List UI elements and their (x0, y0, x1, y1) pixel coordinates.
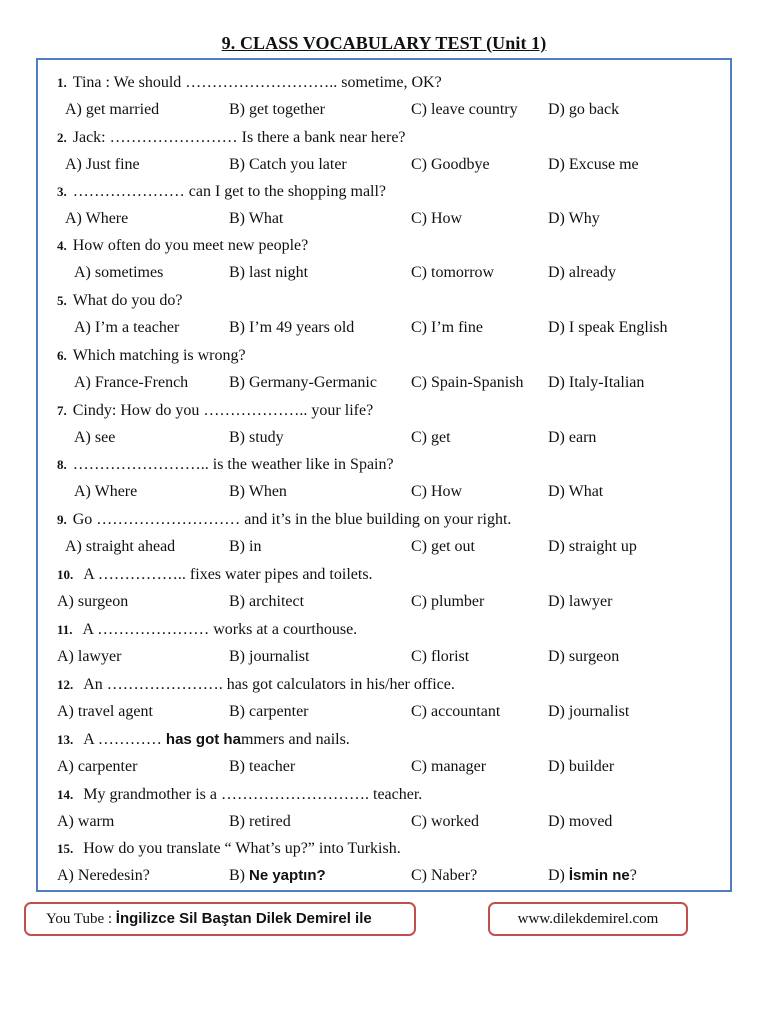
option-a (57, 865, 150, 887)
option-d (548, 756, 614, 778)
option-text: B) When (229, 483, 287, 500)
option-d (548, 154, 639, 176)
question-text: ………………… can I get to the shopping mall? (72, 183, 387, 200)
option-text: C) manager (411, 758, 487, 775)
question-text-tail: mmers and nails. (240, 731, 350, 748)
option-c (411, 756, 486, 778)
option-a (57, 646, 121, 668)
question-text: …………………….. is the weather like in Spain? (72, 456, 394, 473)
option-text: C) get (411, 429, 451, 446)
option-a (57, 811, 114, 833)
question-text: Tina : We should ……………………….. sometime, OK? (72, 74, 442, 91)
option-text-bold: Ne yaptın? (249, 867, 326, 884)
option-text: D) straight up (548, 538, 637, 555)
question-number: 10. (57, 567, 74, 582)
option-text: A) carpenter (57, 758, 138, 775)
option-text: C) get out (411, 538, 475, 555)
option-text: B) teacher (229, 758, 296, 775)
option-b (229, 481, 287, 503)
question-11 (57, 619, 357, 641)
option-text: B) get together (229, 101, 325, 118)
question-text: Cindy: How do you ……………….. your life? (72, 402, 374, 419)
option-b (229, 427, 284, 449)
question-number: 14. (57, 787, 74, 802)
option-text: B) Germany-Germanic (229, 374, 377, 391)
option-b (229, 756, 295, 778)
option-c (411, 262, 494, 284)
option-text: C) I’m fine (411, 319, 483, 336)
option-text: C) tomorrow (411, 264, 495, 281)
option-c (411, 372, 523, 394)
option-d (548, 811, 612, 833)
question-text: An …………………. has got calculators in his/her office. (83, 676, 455, 693)
question-text: A ………… (83, 731, 166, 748)
option-a (57, 591, 128, 613)
option-text: D) lawyer (548, 593, 613, 610)
question-number: 1. (57, 75, 67, 90)
question-text-bold: has got ha (165, 731, 241, 748)
option-text: C) How (411, 483, 463, 500)
option-b (229, 865, 326, 887)
question-14 (57, 784, 422, 806)
option-a (65, 99, 159, 121)
question-number: 3. (57, 184, 67, 199)
option-text: A) warm (57, 813, 115, 830)
option-d (548, 646, 619, 668)
option-text-bold: İsmin ne (568, 867, 630, 884)
question-7 (57, 400, 373, 422)
question-text: Go ……………………… and it’s in the blue building on your right. (72, 511, 512, 528)
option-text: A) Where (65, 210, 129, 227)
option-text: A) France-French (74, 374, 189, 391)
option-text: B) retired (229, 813, 291, 830)
option-text-tail: ? (629, 867, 637, 884)
option-text: C) plumber (411, 593, 485, 610)
option-c (411, 317, 483, 339)
question-6 (57, 345, 246, 367)
website-box (488, 902, 688, 936)
option-text: B) carpenter (229, 703, 309, 720)
question-text: Jack: …………………… Is there a bank near here? (72, 129, 406, 146)
option-c (411, 701, 500, 723)
website-url: www.dilekdemirel.com (517, 911, 659, 927)
option-text: B) I’m 49 years old (229, 319, 355, 336)
question-text: Which matching is wrong? (72, 347, 246, 364)
option-c (411, 481, 462, 503)
option-text: D) (548, 867, 569, 884)
option-text: D) I speak English (548, 319, 668, 336)
option-b (229, 372, 377, 394)
option-text: A) Where (74, 483, 138, 500)
option-a (65, 154, 140, 176)
option-c (411, 811, 479, 833)
question-15 (57, 838, 401, 860)
option-text: B) (229, 867, 249, 884)
option-text: A) see (74, 429, 116, 446)
option-text: C) worked (411, 813, 479, 830)
option-a (57, 756, 137, 778)
question-number: 11. (57, 622, 73, 637)
option-c (411, 646, 469, 668)
question-number: 13. (57, 732, 74, 747)
option-d (548, 317, 668, 339)
question-8 (57, 454, 394, 476)
option-text: D) Italy-Italian (548, 374, 645, 391)
question-number: 2. (57, 130, 67, 145)
option-b (229, 811, 291, 833)
option-d (548, 865, 637, 887)
option-a (57, 701, 153, 723)
option-b (229, 262, 308, 284)
option-text: D) go back (548, 101, 620, 118)
option-b (229, 536, 261, 558)
question-number: 6. (57, 348, 67, 363)
option-a (74, 317, 179, 339)
option-d (548, 536, 637, 558)
option-text: C) accountant (411, 703, 501, 720)
question-number: 15. (57, 841, 74, 856)
question-number: 9. (57, 512, 67, 527)
question-4 (57, 235, 308, 257)
option-a (65, 208, 128, 230)
option-b (229, 208, 283, 230)
option-b (229, 701, 309, 723)
question-text: My grandmother is a ………………………. teacher. (83, 786, 423, 803)
question-12 (57, 674, 455, 696)
option-text: C) florist (411, 648, 470, 665)
option-text: D) surgeon (548, 648, 620, 665)
option-text: C) leave country (411, 101, 518, 118)
question-text: How do you translate “ What’s up?” into Turkish. (83, 840, 401, 857)
option-text: B) last night (229, 264, 309, 281)
option-a (74, 481, 137, 503)
option-a (74, 262, 163, 284)
option-d (548, 427, 596, 449)
youtube-label: You Tube : (46, 911, 116, 927)
youtube-channel-box (24, 902, 416, 936)
option-text: A) straight ahead (65, 538, 176, 555)
option-d (548, 372, 644, 394)
option-c (411, 865, 477, 887)
option-text: D) builder (548, 758, 615, 775)
question-10 (57, 564, 373, 586)
question-number: 8. (57, 457, 67, 472)
option-text: D) moved (548, 813, 613, 830)
option-text: A) get married (65, 101, 160, 118)
question-1 (57, 72, 442, 94)
option-b (229, 646, 309, 668)
option-text: A) I’m a teacher (74, 319, 180, 336)
question-13 (57, 729, 350, 751)
option-text: B) Catch you later (229, 156, 347, 173)
option-a (74, 372, 188, 394)
option-d (548, 208, 600, 230)
option-d (548, 99, 619, 121)
option-d (548, 481, 603, 503)
option-a (74, 427, 115, 449)
test-title: 9. CLASS VOCABULARY TEST (Unit 1) (221, 33, 547, 53)
option-c (411, 154, 490, 176)
option-text: A) travel agent (57, 703, 153, 720)
option-text: C) Spain-Spanish (411, 374, 524, 391)
option-text: A) surgeon (57, 593, 129, 610)
option-text: D) Excuse me (548, 156, 639, 173)
option-c (411, 591, 484, 613)
option-c (411, 427, 451, 449)
question-number: 4. (57, 238, 67, 253)
option-text: A) lawyer (57, 648, 122, 665)
option-text: D) What (548, 483, 604, 500)
option-d (548, 701, 629, 723)
question-5 (57, 290, 183, 312)
option-b (229, 591, 304, 613)
option-c (411, 208, 462, 230)
option-b (229, 99, 325, 121)
option-a (65, 536, 175, 558)
option-text: B) architect (229, 593, 305, 610)
option-text: A) sometimes (74, 264, 164, 281)
option-text: C) How (411, 210, 463, 227)
option-c (411, 99, 518, 121)
question-9 (57, 509, 511, 531)
option-text: C) Naber? (411, 867, 478, 884)
option-text: B) What (229, 210, 284, 227)
question-number: 5. (57, 293, 67, 308)
option-text: A) Neredesin? (57, 867, 150, 884)
question-text: A …………….. fixes water pipes and toilets. (83, 566, 373, 583)
option-b (229, 154, 347, 176)
question-text: A ………………… works at a courthouse. (82, 621, 358, 638)
option-d (548, 591, 612, 613)
option-text: B) study (229, 429, 284, 446)
question-number: 7. (57, 403, 67, 418)
option-text: D) already (548, 264, 616, 281)
option-text: C) Goodbye (411, 156, 490, 173)
option-b (229, 317, 354, 339)
option-c (411, 536, 475, 558)
option-d (548, 262, 616, 284)
youtube-channel-name: İngilizce Sil Baştan Dilek Demirel ile (115, 910, 372, 927)
question-3 (57, 181, 386, 203)
question-number: 12. (57, 677, 74, 692)
option-text: B) in (229, 538, 262, 555)
option-text: B) journalist (229, 648, 310, 665)
option-text: A) Just fine (65, 156, 140, 173)
option-text: D) Why (548, 210, 600, 227)
question-text: What do you do? (72, 292, 183, 309)
option-text: D) journalist (548, 703, 630, 720)
question-2 (57, 127, 406, 149)
option-text: D) earn (548, 429, 597, 446)
question-text: How often do you meet new people? (72, 237, 309, 254)
